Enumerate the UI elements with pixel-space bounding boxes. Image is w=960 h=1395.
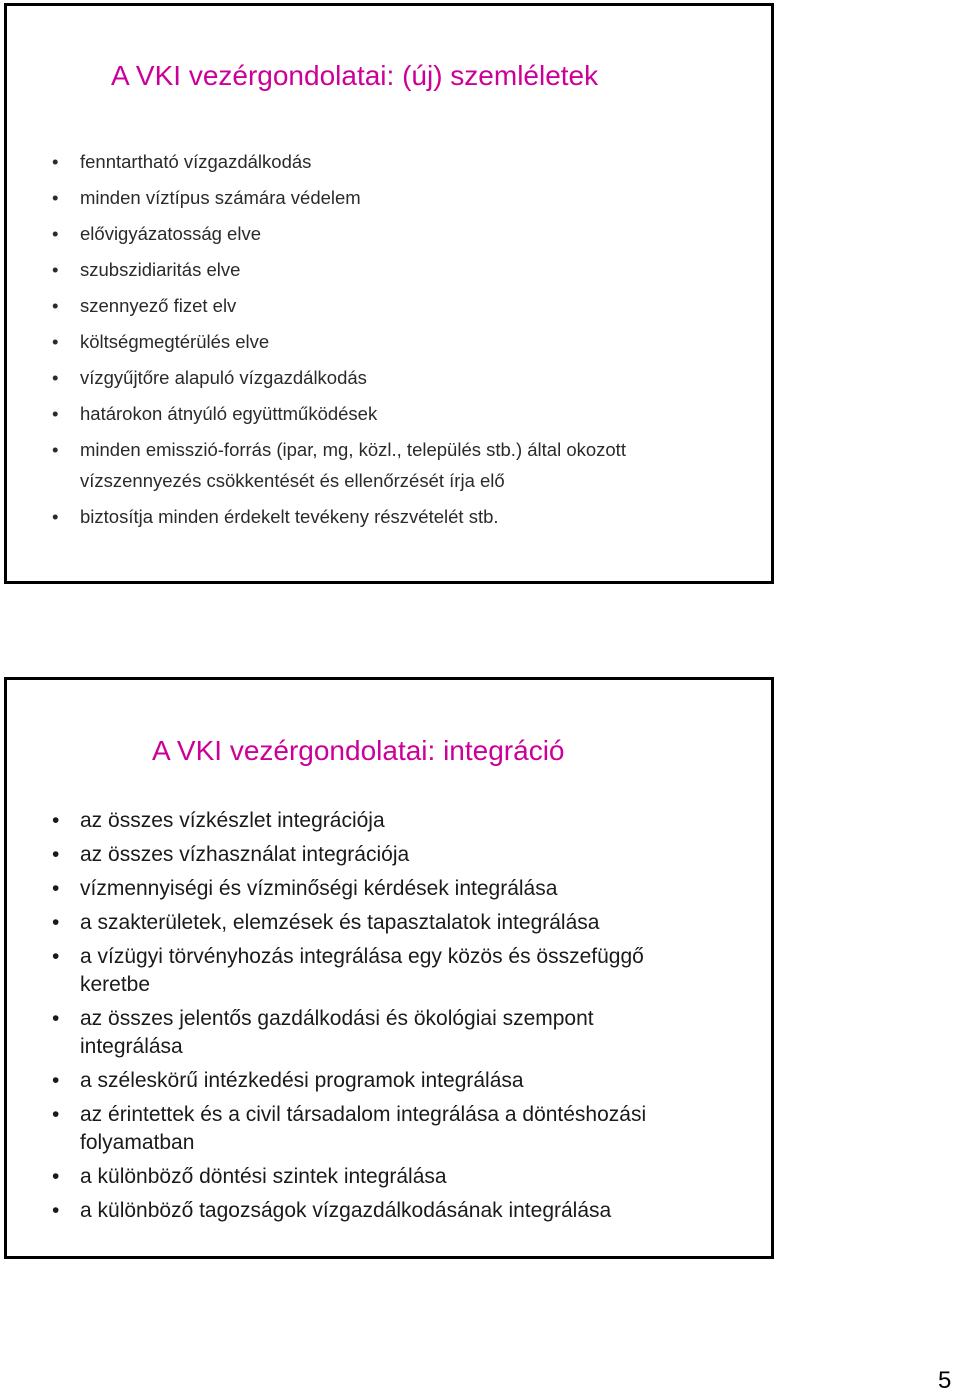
list-item: [7, 943, 646, 999]
slide-title: A VKI vezérgondolatai: (új) szemléletek: [111, 60, 599, 91]
bullet-icon: •: [52, 809, 60, 832]
slide-1: [4, 3, 774, 584]
list-item-text: az összes vízhasználat integrációja: [80, 843, 410, 866]
list-item: [7, 254, 626, 285]
bullet-icon: •: [52, 911, 60, 934]
list-item-text: az összes vízkészlet integrációja: [80, 809, 385, 832]
list-item-text: határokon átnyúló együttműködések: [80, 403, 378, 424]
list-item-text: a vízügyi törvényhozás integrálása egy közös és összefüggő: [80, 945, 644, 968]
bullet-icon: •: [52, 187, 59, 208]
list-item: [7, 875, 646, 903]
bullet-icon: •: [52, 223, 59, 244]
list-item: [7, 1197, 646, 1225]
bullet-icon: •: [52, 295, 59, 316]
list-item-text: minden emisszió-forrás (ipar, mg, közl., település stb.) által okozott: [80, 439, 626, 460]
list-item: [7, 362, 626, 393]
list-item-text: a széleskörű intézkedési programok integrálása: [80, 1069, 524, 1092]
bullet-icon: •: [52, 403, 59, 424]
list-item-text: az összes jelentős gazdálkodási és ökológiai szempont: [80, 1007, 594, 1030]
list-item: [7, 1163, 646, 1191]
list-item-text: biztosítja minden érdekelt tevékeny részvételét stb.: [80, 506, 499, 527]
list-item-text: a szakterületek, elemzések és tapasztalatok integrálása: [80, 911, 600, 934]
list-item-text: az érintettek és a civil társadalom integrálása a döntéshozási: [80, 1103, 647, 1126]
bullet-icon: •: [52, 945, 60, 968]
list-item-text: vízszennyezés csökkentését és ellenőrzését írja elő: [80, 470, 505, 491]
list-item-text: költségmegtérülés elve: [80, 331, 270, 352]
list-item: [7, 909, 646, 937]
list-item: [7, 182, 626, 213]
bullet-list: [7, 146, 626, 537]
bullet-icon: •: [52, 439, 59, 460]
list-item-text: szennyező fizet elv: [80, 295, 237, 316]
list-item: [7, 218, 626, 249]
list-item-text: folyamatban: [80, 1131, 195, 1154]
bullet-icon: •: [52, 843, 60, 866]
list-item-text: fenntartható vízgazdálkodás: [80, 151, 312, 172]
list-item-text: integrálása: [80, 1035, 183, 1058]
bullet-list: [7, 807, 646, 1231]
bullet-icon: •: [52, 259, 59, 280]
bullet-icon: •: [52, 1069, 60, 1092]
slide-title: A VKI vezérgondolatai: integráció: [152, 735, 565, 766]
list-item-text: szubszidiaritás elve: [80, 259, 241, 280]
list-item: [7, 1101, 646, 1157]
bullet-icon: •: [52, 151, 59, 172]
slide-2: [4, 677, 774, 1259]
list-item-text: a különböző döntési szintek integrálása: [80, 1165, 447, 1188]
list-item-text: minden víztípus számára védelem: [80, 187, 361, 208]
bullet-icon: •: [52, 367, 59, 388]
list-item-text: vízmennyiségi és vízminőségi kérdések integrálása: [80, 877, 558, 900]
list-item-text: vízgyűjtőre alapuló vízgazdálkodás: [80, 367, 367, 388]
page-number: 5: [938, 1367, 952, 1394]
list-item-text: keretbe: [80, 973, 151, 996]
list-item: [7, 398, 626, 429]
bullet-icon: •: [52, 331, 59, 352]
bullet-icon: •: [52, 877, 60, 900]
list-item-text: elővigyázatosság elve: [80, 223, 261, 244]
bullet-icon: •: [52, 1103, 60, 1126]
list-item: [7, 290, 626, 321]
bullet-icon: •: [52, 1165, 60, 1188]
list-item: [7, 841, 646, 869]
list-item: [7, 326, 626, 357]
list-item-text: a különböző tagozságok vízgazdálkodásának integrálása: [80, 1199, 612, 1222]
list-item: [7, 501, 626, 532]
list-item: [7, 146, 626, 177]
list-item: [7, 807, 646, 835]
list-item: [7, 1005, 646, 1061]
bullet-icon: •: [52, 506, 59, 527]
bullet-icon: •: [52, 1199, 60, 1222]
bullet-icon: •: [52, 1007, 60, 1030]
list-item: [7, 1067, 646, 1095]
list-item: [7, 434, 626, 496]
